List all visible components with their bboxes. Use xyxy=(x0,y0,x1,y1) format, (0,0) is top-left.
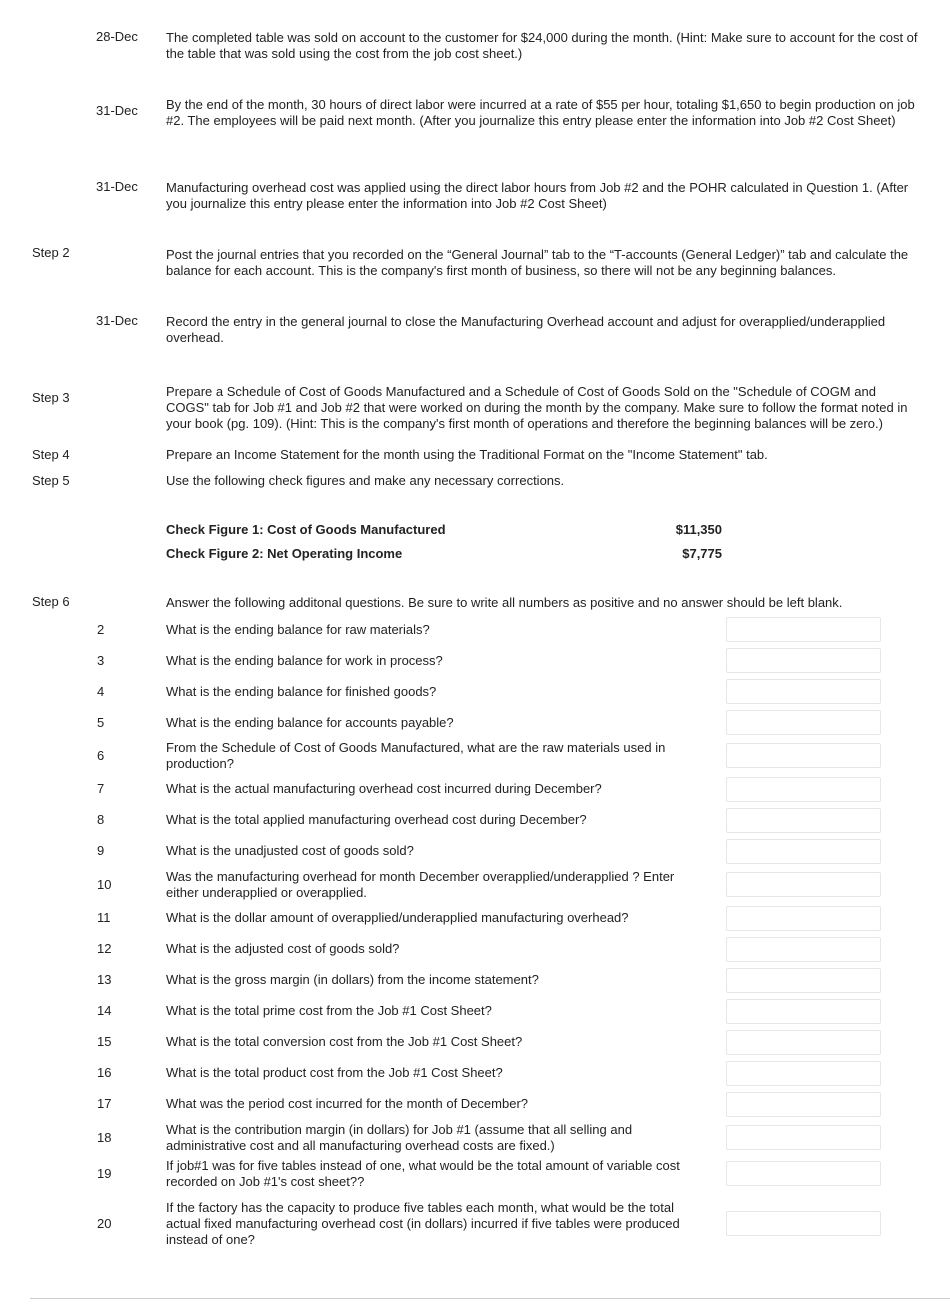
step-5-text: Use the following check figures and make any necessary corrections. xyxy=(166,473,565,488)
answer-input-6[interactable] xyxy=(726,743,881,768)
question-text: What is the contribution margin (in dollars) for Job #1 (assume that all selling and administrative cost and all manufacturing overhead costs are fixed.) xyxy=(166,1122,633,1153)
answer-input-19[interactable] xyxy=(726,1161,881,1186)
question-text: If job#1 was for five tables instead of one, what would be the total amount of variable cost recorded on Job #1's cost sheet?? xyxy=(166,1158,680,1189)
check-figure-value: $7,775 xyxy=(682,546,722,561)
question-text: What is the total conversion cost from the Job #1 Cost Sheet? xyxy=(166,1034,523,1049)
check-figure-label: Check Figure 1: Cost of Goods Manufactured xyxy=(166,522,446,537)
question-number: 15 xyxy=(97,1034,112,1049)
answer-input-3[interactable] xyxy=(726,648,881,673)
question-number: 18 xyxy=(97,1130,112,1145)
answer-input-4[interactable] xyxy=(726,679,881,704)
question-number: 3 xyxy=(97,653,105,668)
step-4-label: Step 4 xyxy=(32,447,70,462)
question-text: What is the adjusted cost of goods sold? xyxy=(166,941,400,956)
question-number: 19 xyxy=(97,1166,112,1181)
step-6-text: Answer the following additonal questions. Be sure to write all numbers as positive and no answer should be left blank. xyxy=(166,595,843,610)
question-number: 14 xyxy=(97,1003,112,1018)
question-text: What is the total product cost from the Job #1 Cost Sheet? xyxy=(166,1065,503,1080)
question-number: 10 xyxy=(97,877,112,892)
question-text: From the Schedule of Cost of Goods Manufactured, what are the raw materials used in production? xyxy=(166,740,666,771)
answer-input-11[interactable] xyxy=(726,906,881,931)
answer-input-10[interactable] xyxy=(726,872,881,897)
question-number: 12 xyxy=(97,941,112,956)
entry-text: Record the entry in the general journal to close the Manufacturing Overhead account and adjust for overapplied/underapplied overhead. xyxy=(166,314,886,345)
question-text: What is the total applied manufacturing overhead cost during December? xyxy=(166,812,587,827)
step-3-label: Step 3 xyxy=(32,390,70,405)
question-number: 11 xyxy=(97,910,111,925)
question-text: What was the period cost incurred for the month of December? xyxy=(166,1096,529,1111)
step-2-text: Post the journal entries that you recorded on the “General Journal” tab to the “T-accounts (General Ledger)” tab and calculate the balance for each account. This is the company's first month of business, so there will not be any beginning balances. xyxy=(166,247,909,278)
question-number: 4 xyxy=(97,684,105,699)
question-number: 13 xyxy=(97,972,112,987)
entry-date: 31-Dec xyxy=(96,313,138,328)
answer-input-15[interactable] xyxy=(726,1030,881,1055)
question-number: 2 xyxy=(97,622,105,637)
answer-input-7[interactable] xyxy=(726,777,881,802)
answer-input-12[interactable] xyxy=(726,937,881,962)
step-6-label: Step 6 xyxy=(32,594,70,609)
question-number: 16 xyxy=(97,1065,112,1080)
answer-input-17[interactable] xyxy=(726,1092,881,1117)
entry-text: By the end of the month, 30 hours of direct labor were incurred at a rate of $55 per hour, totaling $1,650 to begin production on job #2. The employees will be paid next month. (After you journalize this entry please enter the information into Job #2 Cost Sheet) xyxy=(166,97,915,128)
check-figure-label: Check Figure 2: Net Operating Income xyxy=(166,546,403,561)
answer-input-14[interactable] xyxy=(726,999,881,1024)
question-text: What is the unadjusted cost of goods sold? xyxy=(166,843,414,858)
check-figure-value: $11,350 xyxy=(675,522,722,537)
question-text: What is the total prime cost from the Job #1 Cost Sheet? xyxy=(166,1003,492,1018)
question-number: 17 xyxy=(97,1096,112,1111)
question-number: 20 xyxy=(97,1216,112,1231)
entry-date: 31-Dec xyxy=(96,179,138,194)
question-number: 6 xyxy=(97,748,105,763)
answer-input-2[interactable] xyxy=(726,617,881,642)
entry-text: The completed table was sold on account to the customer for $24,000 during the month. (Hint: Make sure to account for the cost of the table that was sold using the cost from the job cost sheet.) xyxy=(166,30,918,61)
question-text: What is the ending balance for accounts payable? xyxy=(166,715,454,730)
step-3-text: Prepare a Schedule of Cost of Goods Manufactured and a Schedule of Cost of Goods Sold on the "Schedule of COGM and COGS" tab for Job #1 and Job #2 that were worked on during the month by the company. Make sure to follow the format noted in your book (pg. 109). (Hint: This is the company's first month of operations and therefore the beginning balances will be zero.) xyxy=(166,384,908,431)
entry-text: Manufacturing overhead cost was applied using the direct labor hours from Job #2 and the POHR calculated in Question 1. (After you journalize this entry please enter the information into Job #2 Cost Sheet) xyxy=(166,180,909,211)
entry-date: 28-Dec xyxy=(96,29,138,44)
question-number: 8 xyxy=(97,812,105,827)
answer-input-18[interactable] xyxy=(726,1125,881,1150)
answer-input-13[interactable] xyxy=(726,968,881,993)
answer-input-9[interactable] xyxy=(726,839,881,864)
answer-input-5[interactable] xyxy=(726,710,881,735)
step-4-text: Prepare an Income Statement for the month using the Traditional Format on the "Income Statement" tab. xyxy=(166,447,768,462)
question-text: What is the ending balance for raw materials? xyxy=(166,622,430,637)
footer-divider xyxy=(30,1298,950,1299)
question-number: 5 xyxy=(97,715,105,730)
question-text: What is the ending balance for finished goods? xyxy=(166,684,437,699)
question-number: 7 xyxy=(97,781,105,796)
entry-date: 31-Dec xyxy=(96,103,138,118)
step-2-label: Step 2 xyxy=(32,245,70,260)
question-text: What is the ending balance for work in process? xyxy=(166,653,443,668)
answer-input-8[interactable] xyxy=(726,808,881,833)
question-text: If the factory has the capacity to produce five tables each month, what would be the total actual fixed manufacturing overhead cost (in dollars) incurred if five tables were produced instead of one? xyxy=(166,1200,680,1247)
question-number: 9 xyxy=(97,843,105,858)
question-text: What is the actual manufacturing overhead cost incurred during December? xyxy=(166,781,602,796)
question-text: Was the manufacturing overhead for month December overapplied/underapplied ? Enter either underapplied or overapplied. xyxy=(166,869,675,900)
step-5-label: Step 5 xyxy=(32,473,70,488)
question-text: What is the gross margin (in dollars) from the income statement? xyxy=(166,972,539,987)
question-text: What is the dollar amount of overapplied/underapplied manufacturing overhead? xyxy=(166,910,629,925)
answer-input-16[interactable] xyxy=(726,1061,881,1086)
answer-input-20[interactable] xyxy=(726,1211,881,1236)
